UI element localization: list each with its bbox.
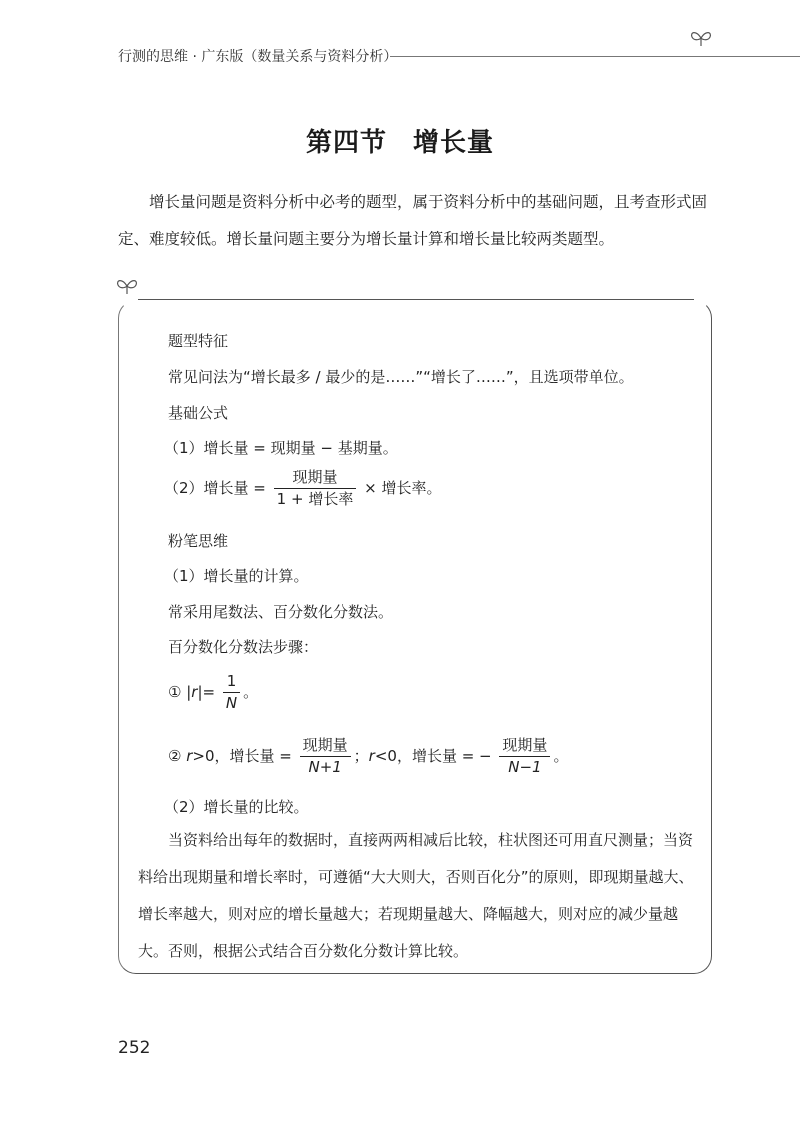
step-2-separator: ； xyxy=(353,747,369,765)
sprout-icon xyxy=(688,28,714,48)
formula-2-numerator: 现期量 xyxy=(274,468,357,489)
section-name: 增长量 xyxy=(413,128,495,158)
formula-2-prefix: （2）增长量 = xyxy=(164,479,266,497)
step-2-fraction-2 xyxy=(499,736,550,777)
step-1 xyxy=(168,672,258,713)
formula-heading: 基础公式 xyxy=(168,404,229,422)
item-2: （2）增长量的比较。 xyxy=(164,798,309,816)
step-2-cond2: <0，增长量 = − xyxy=(374,747,492,765)
running-title: 行测的思维 · 广东版（数量关系与资料分析） xyxy=(118,49,398,65)
step-1-marker: ① xyxy=(168,683,182,701)
intro-text: 增长量问题是资料分析中必考的题型，属于资料分析中的基础问题，且考查形式固定、难度较低。增长量问题主要分为增长量计算和增长量比较两类题型。 xyxy=(118,193,708,248)
step-2-cond2-var: r xyxy=(368,747,375,765)
formula-1: （1）增长量 = 现期量 − 基期量。 xyxy=(164,439,398,457)
box-sprout-icon xyxy=(114,276,140,296)
section-title xyxy=(0,122,800,159)
intro-paragraph xyxy=(118,184,718,258)
formula-2-denominator: 1 + 增长率 xyxy=(276,490,354,508)
step-2-end: 。 xyxy=(553,747,569,765)
step-1-end: 。 xyxy=(243,683,259,701)
formula-2-fraction xyxy=(274,468,357,509)
step-2 xyxy=(168,736,568,777)
page-number: 252 xyxy=(118,1038,151,1058)
tip-box-top-rule xyxy=(138,299,694,300)
formula-2 xyxy=(164,468,441,509)
item-1: （1）增长量的计算。 xyxy=(164,567,309,585)
feature-text: 常见问法为“增长最多 / 最少的是……”“增长了……”，且选项带单位。 xyxy=(168,368,634,386)
step-1-var: |r| xyxy=(186,683,203,701)
step-1-eq: = xyxy=(202,683,216,701)
running-header xyxy=(118,46,718,68)
step-2-numerator-2: 现期量 xyxy=(499,736,550,757)
step-2-marker: ② xyxy=(168,747,182,765)
step-2-denominator-2: N−1 xyxy=(508,758,542,776)
item-1-text: 常采用尾数法、百分数化分数法。 xyxy=(168,603,394,621)
steps-heading: 百分数化分数法步骤： xyxy=(168,638,319,656)
formula-2-suffix: × 增长率。 xyxy=(364,479,442,497)
header-rule xyxy=(390,56,800,57)
feature-heading: 题型特征 xyxy=(168,332,229,350)
step-1-fraction xyxy=(223,672,240,713)
step-2-cond1-var: r xyxy=(186,747,193,765)
item-2-text: 当资料给出每年的数据时，直接两两相减后比较，柱状图还可用直尺测量；当资料给出现期量和增长率时，可遵循“大大则大，否则百化分”的原则，即现期量越大、增长率越大，则对应的增长量越大；若现期量越大、降幅越大，则对应的减少量越大。否则，根据公式结合百分数化分数计算比较。 xyxy=(138,831,694,960)
step-2-cond1: >0，增长量 = xyxy=(192,747,292,765)
step-1-denominator: N xyxy=(225,694,238,712)
step-2-numerator-1: 现期量 xyxy=(300,736,351,757)
step-2-fraction-1 xyxy=(300,736,351,777)
step-2-denominator-1: N+1 xyxy=(308,758,342,776)
item-2-paragraph xyxy=(138,822,698,970)
step-1-numerator: 1 xyxy=(223,672,240,693)
thinking-heading: 粉笔思维 xyxy=(168,532,229,550)
section-number: 第四节 xyxy=(305,128,387,158)
